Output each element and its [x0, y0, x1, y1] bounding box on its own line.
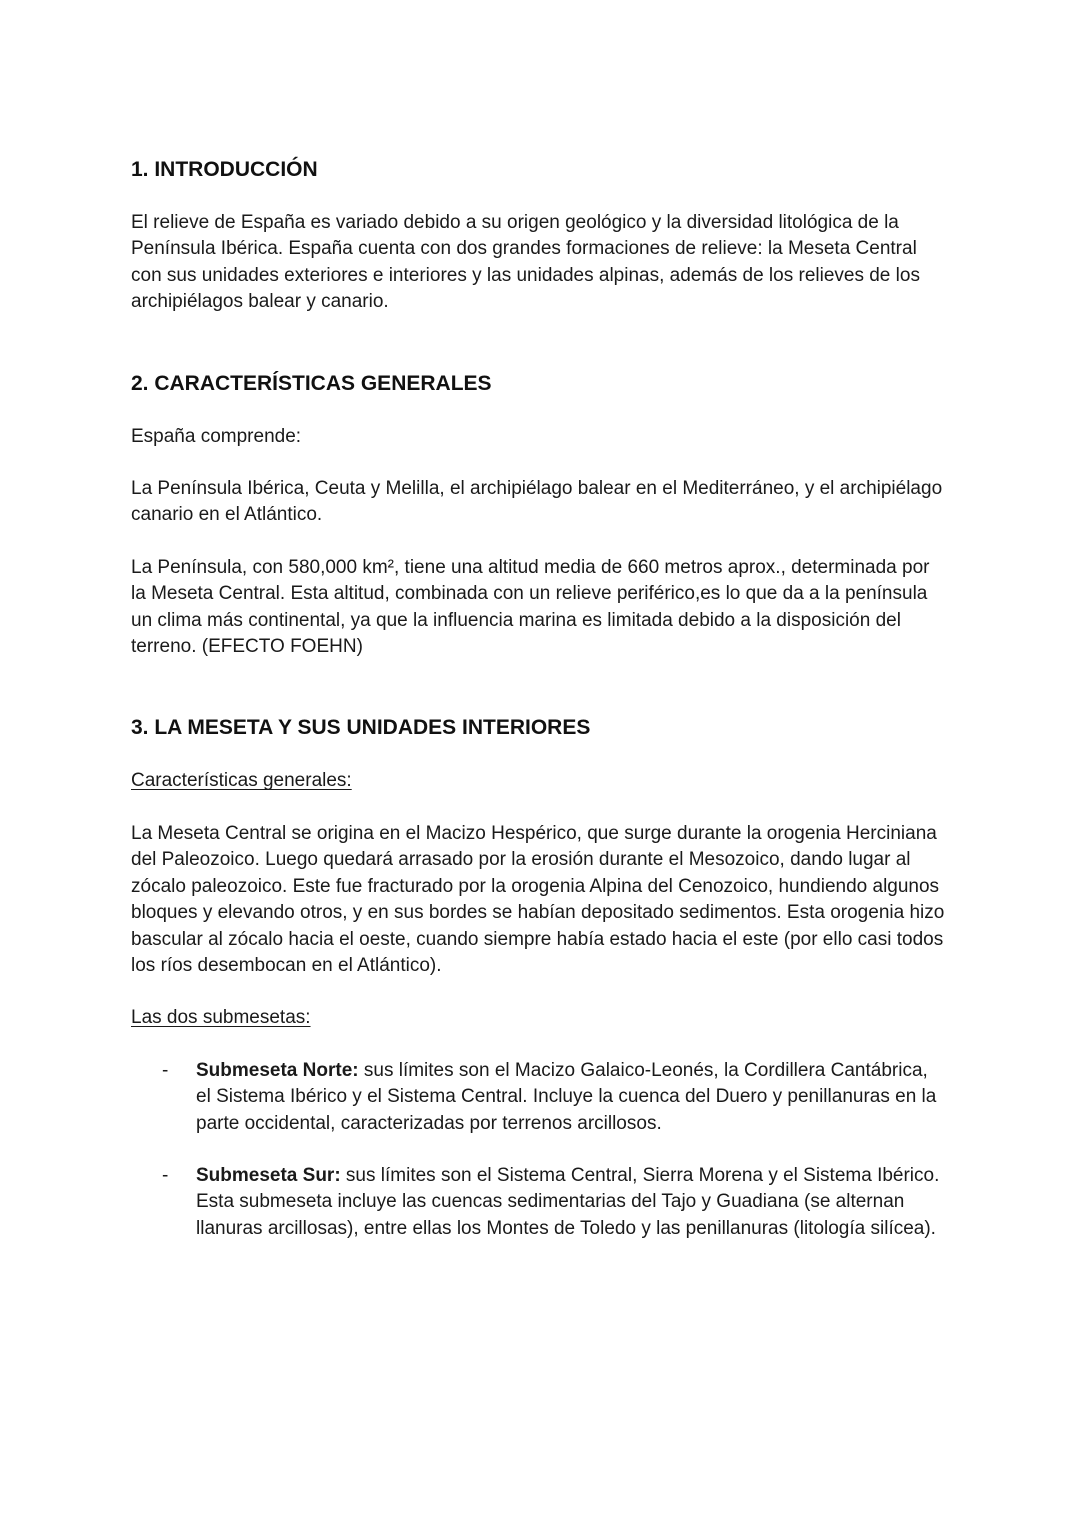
- territorios-paragraph: La Península Ibérica, Ceuta y Melilla, el archipiélago balear en el Mediterráneo, y el archipiélago canario en el Atlántico.: [131, 478, 943, 526]
- list-item-submeseta-norte: [131, 1058, 946, 1137]
- subheading-submesetas: Las dos submesetas:: [131, 1007, 311, 1029]
- list-text: sus límites son el Macizo Galaico-Leonés, la Cordillera Cantábrica, el Sistema Ibérico y el Sistema Central. Incluye la cuenca del Duero y penillanuras en la parte occidental, caracterizadas por terrenos arcillosos.: [196, 1059, 937, 1134]
- intro-paragraph: El relieve de España es variado debido a su origen geológico y la diversidad litológica de la Península Ibérica. España cuenta con dos grandes formaciones de relieve: la Meseta Central con sus unidades exteriores e interiores y las unidades alpinas, además de los relieves de los archipiélagos balear y canario.: [131, 212, 920, 313]
- document-page: [131, 156, 946, 1242]
- list-item-submeseta-sur: [131, 1163, 946, 1242]
- list-term: Submeseta Norte:: [196, 1059, 359, 1081]
- espana-comprende-paragraph: España comprende:: [131, 425, 302, 447]
- dash-bullet: -: [162, 1164, 169, 1186]
- meseta-origen-paragraph: La Meseta Central se origina en el Macizo Hespérico, que surge durante la orogenia Herciniana del Paleozoico. Luego quedará arrasado por la erosión durante el Mesozoico, dando lugar al zócalo paleozoico. Este fue fracturado por la orogenia Alpina del Cenozoico, hundiendo algunos bloques y elevando otros, y en sus bordes se habían depositado sedimentos. Esta orogenia hizo bascular al zócalo hacia el oeste, cuando siempre había estado hacia el este (por ello casi todos los ríos desembocan en el Atlántico).: [131, 822, 945, 976]
- submesetas-list: [131, 1058, 946, 1242]
- dash-bullet: -: [162, 1059, 169, 1081]
- list-text: sus límites son el Sistema Central, Sierra Morena y el Sistema Ibérico. Esta submeseta incluye las cuencas sedimentarias del Tajo y Guadiana (se alternan llanuras arcillosas), entre ellas los Montes de Toledo y las penillanuras (litología silícea).: [196, 1164, 940, 1239]
- section-heading-meseta: 3. LA MESETA Y SUS UNIDADES INTERIORES: [131, 716, 591, 740]
- list-term: Submeseta Sur:: [196, 1164, 341, 1186]
- section-heading-introduccion: 1. INTRODUCCIÓN: [131, 158, 318, 181]
- subheading-caracteristicas-generales: Características generales:: [131, 770, 352, 792]
- section-heading-caracteristicas: 2. CARACTERÍSTICAS GENERALES: [131, 371, 492, 395]
- altitud-paragraph: La Península, con 580,000 km², tiene una altitud media de 660 metros aprox., determinada por la Meseta Central. Esta altitud, combinada con un relieve periférico,es lo que da a la península un clima más continental, ya que la influencia marina es limitada debido a la disposición del terreno. (EFECTO FOEHN): [131, 556, 930, 658]
